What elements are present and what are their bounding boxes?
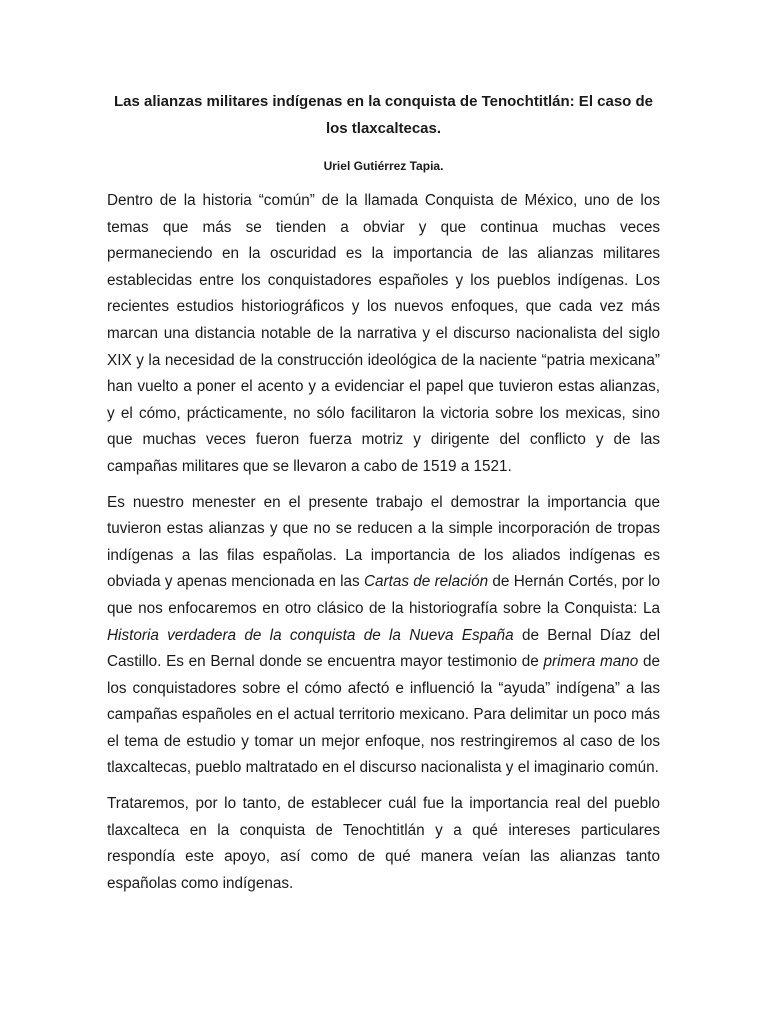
document-page [107, 88, 660, 906]
body-paragraph [107, 188, 660, 481]
italic-title-text: primera mano [543, 653, 639, 671]
paragraph-text: de Bernal Díaz del Castillo. Es en Bernal donde se encuentra mayor testimonio de [107, 626, 660, 671]
italic-title-text: Cartas de relación [363, 573, 489, 591]
paragraph-text: Es nuestro menester en el presente trabajo el demostrar la importancia que tuvieron estas alianzas y que no se reducen a la simple incorporación de tropas indígenas a las filas españolas. La importancia de los aliados indígenas es obviada y apenas mencionada en las [107, 493, 660, 591]
document-author: Uriel Gutiérrez Tapia. [323, 159, 444, 173]
document-body [107, 188, 660, 897]
body-paragraph [107, 791, 660, 897]
body-paragraph [107, 490, 660, 783]
paragraph-text: de Hernán Cortés, por lo que nos enfocaremos en otro clásico de la historiografía sobre la Conquista: La [107, 573, 660, 617]
paragraph-text: Dentro de la historia “común” de la llamada Conquista de México, uno de los temas que más se tienden a obviar y que continua muchas veces permaneciendo en la oscuridad es la importancia de las alianzas militares establecidas entre los conquistadores españoles y los pueblos indígenas. Los recientes estudios historiográficos y los nuevos enfoques, que cada vez más marcan una distancia notable de la narrativa y el discurso nacionalista del siglo XIX y la necesidad de la construcción ideológica de la naciente “patria mexicana” han vuelto a poner el acento y a evidenciar el papel que tuvieron estas alianzas, y el cómo, prácticamente, no sólo facilitaron la victoria sobre los mexicas, sino que muchas veces fueron fuerza motriz y dirigente del conflicto y de las campañas militares que se llevaron a cabo de 1519 a 1521. [107, 192, 660, 475]
paragraph-text: de los conquistadores sobre el cómo afectó e influenció la “ayuda” indígena” a las campañas españoles en el actual territorio mexicano. Para delimitar un poco más el tema de estudio y tomar un mejor enfoque, nos restringiremos al caso de los tlaxcaltecas, pueblo maltratado en el discurso nacionalista y el imaginario común. [107, 653, 661, 777]
paragraph-text: Trataremos, por lo tanto, de establecer cuál fue la importancia real del pueblo tlaxcalteca en la conquista de Tenochtitlán y a qué intereses particulares respondía este apoyo, así como de qué manera veían las alianzas tanto españolas como indígenas. [107, 795, 660, 892]
italic-title-text: Historia verdadera de la conquista de la Nueva España [107, 626, 514, 644]
document-title: Las alianzas militares indígenas en la conquista de Tenochtitlán: El caso de los tlaxcaltecas. [113, 93, 654, 137]
